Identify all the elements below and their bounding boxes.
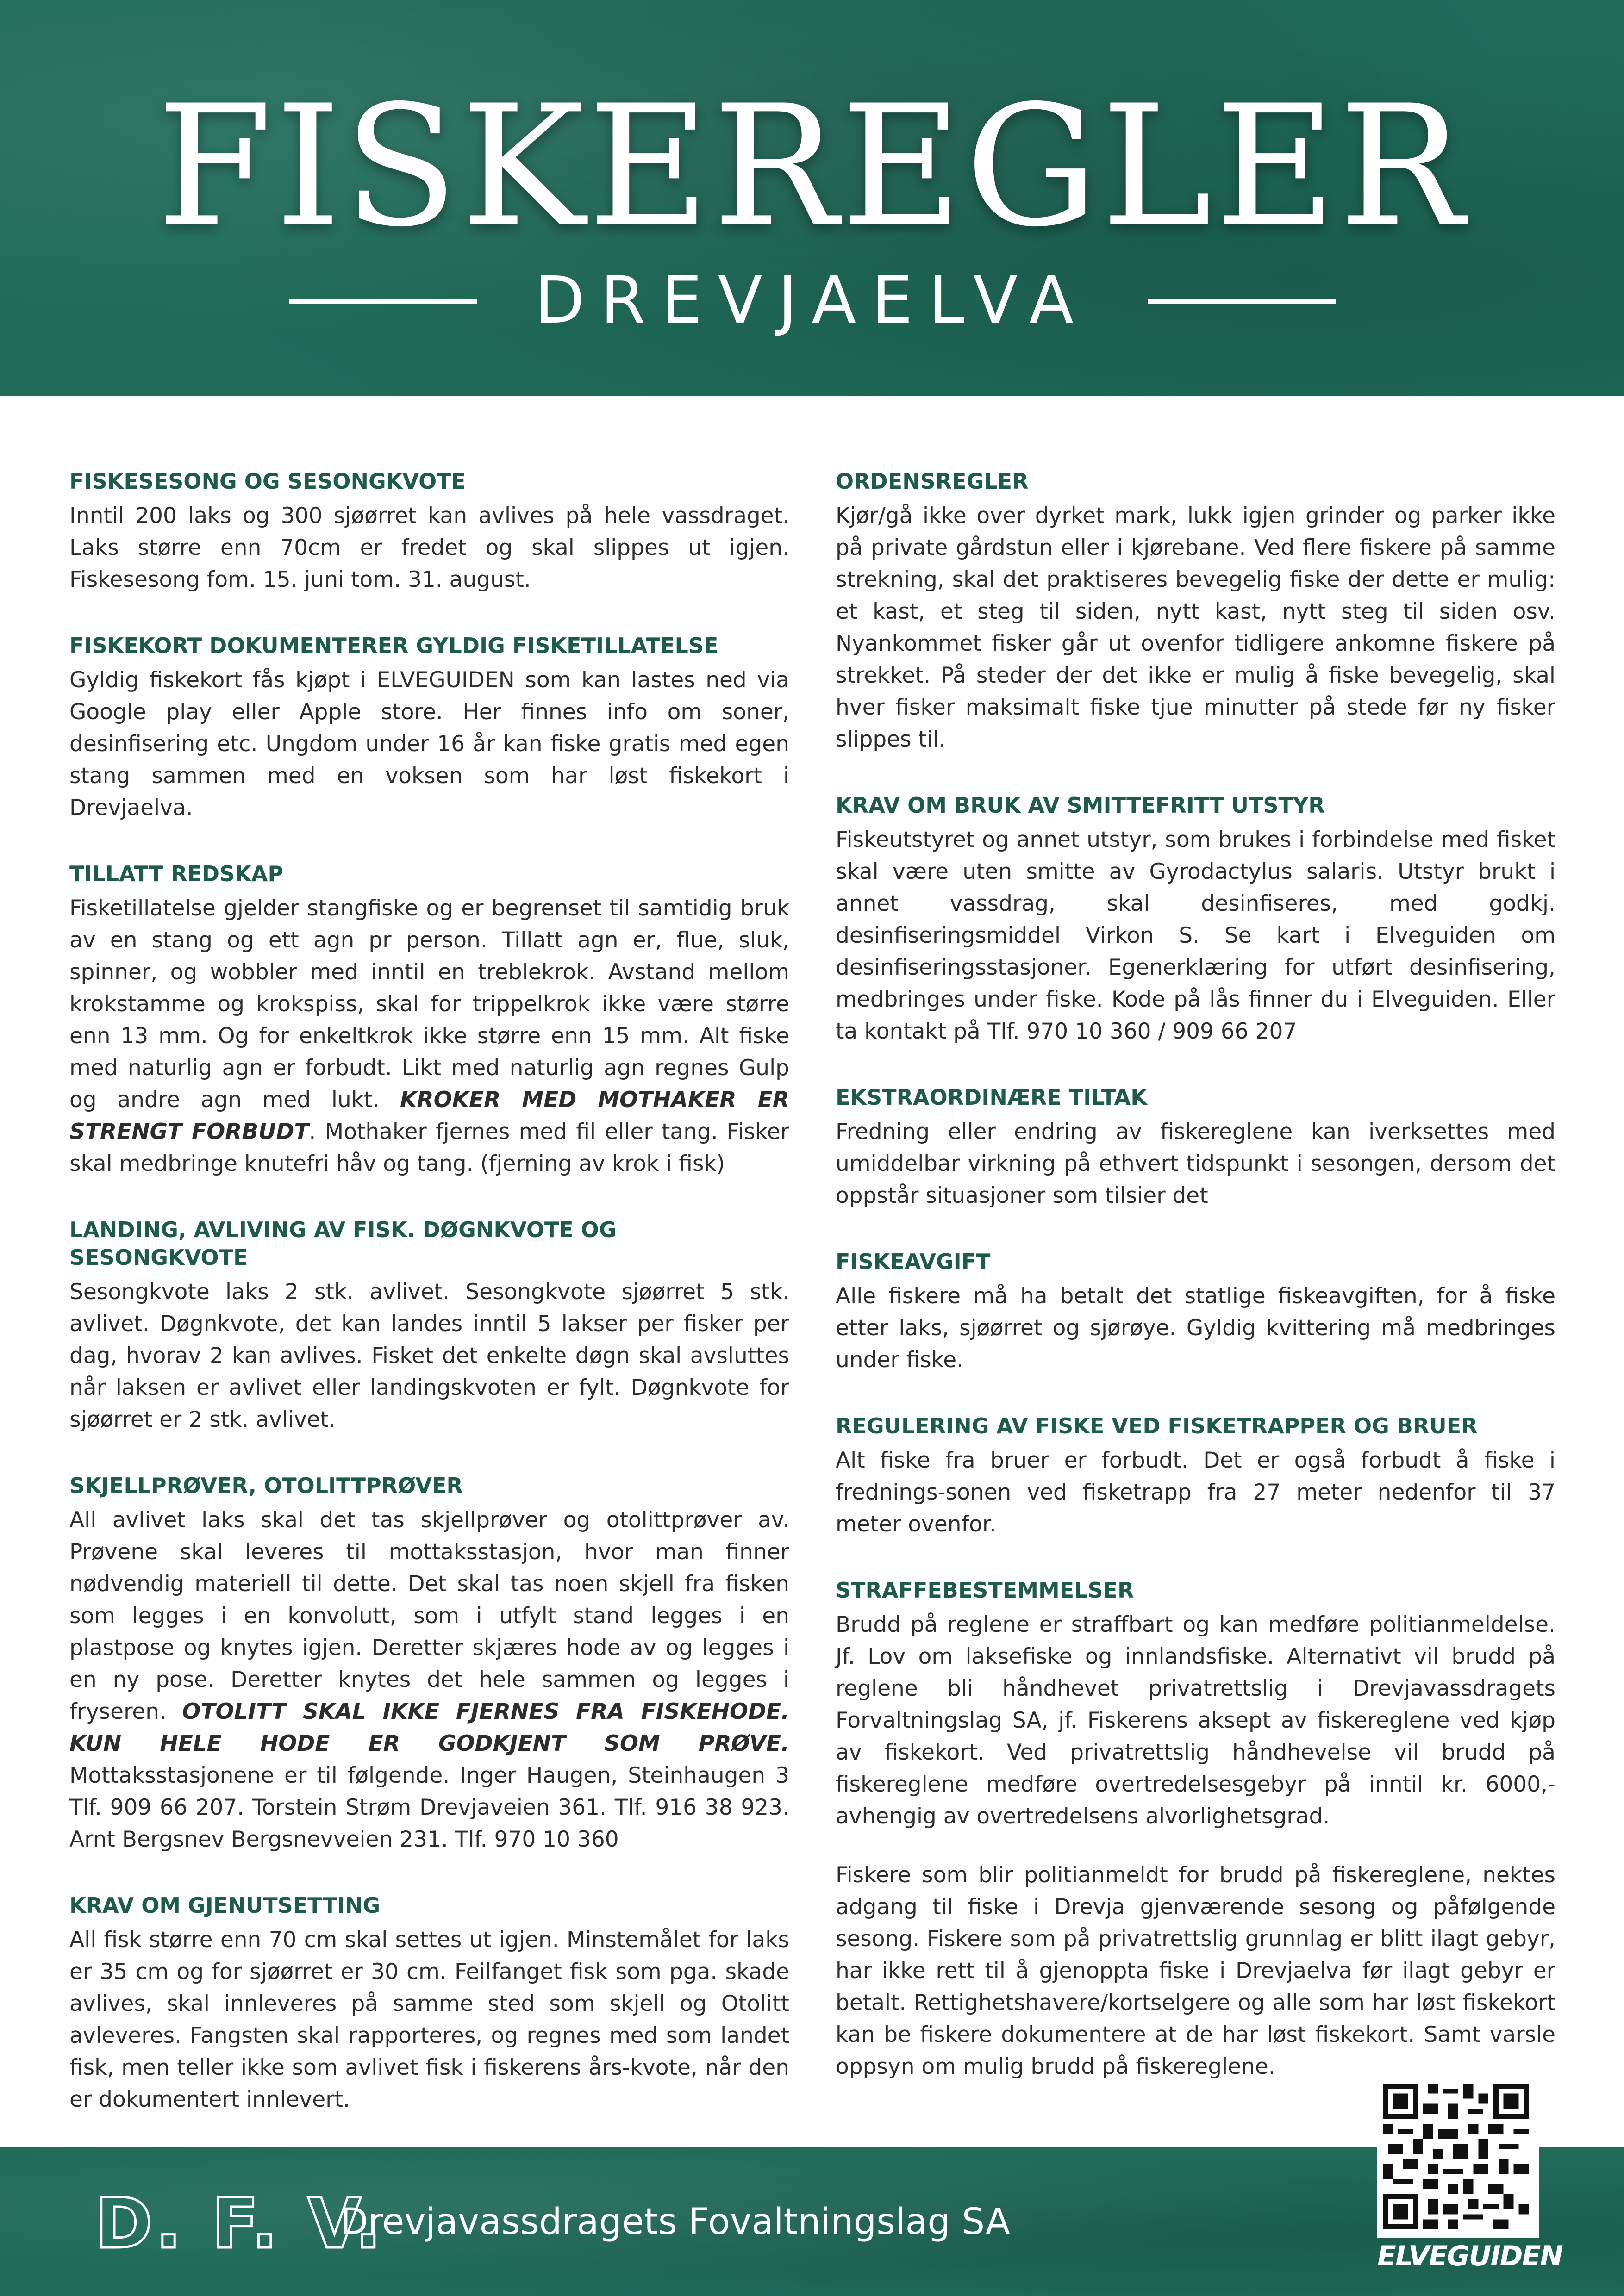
dfv-logo: D. F. V. xyxy=(95,2184,385,2264)
section-title: FISKEKORT DOKUMENTERER GYLDIG FISKETILLATELSE xyxy=(69,633,718,658)
section-text-part: Mottaksstasjonene er til følgende. Inger Haugen, Steinhaugen 3 Tlf. 909 66 207. Torstein Strøm Drevjaveien 361. Tlf. 916 38 923. Arnt Bergsnev Bergsnevveien 231. Tlf. 970 10 360 xyxy=(69,1763,789,1852)
rule-section xyxy=(69,1216,789,1436)
section-title: ORDENSREGLER xyxy=(836,469,1029,494)
rule-section xyxy=(836,1248,1555,1376)
rule-section xyxy=(69,860,789,1180)
section-text-part: All avlivet laks skal det tas skjellprøver og otolittprøver av. Prøvene skal leveres til mottaksstasjon, hvor man finner nødvendig materiell til dette. Det skal tas noen skjell fra fisken som legges i en konvolutt, som i utfylt stand legges i en plastpose og knytes igjen. Deretter skjæres hode av og legges i en ny pose. Deretter knytes det hele sammen og legges i fryseren. xyxy=(69,1507,789,1724)
section-text xyxy=(69,664,789,824)
rule-section xyxy=(69,1892,789,2116)
section-title: FISKESESONG OG SESONGKVOTE xyxy=(69,469,466,494)
section-text-part: Brudd på reglene er straffbart og kan medføre politianmeldelse. Jf. Lov om laksefiske og innlandsfiske. Alternativt vil brudd på reglene bli håndhevet privatrettslig i Drevjavassdragets Forvaltningslag SA, jf. Fiskerens aksept av fiskereglene ved kjøp av fiskekort. Ved privatrettslig håndhevelse vil brudd på fiskereglene medføre overtredelsesgebyr på inntil kr. 6000,- avhengig av overtredelsens alvorlighetsgrad. xyxy=(836,1612,1555,1829)
page-subtitle: DREVJAELVA xyxy=(535,263,1089,338)
section-title: LANDING, AVLIVING AV FISK. DØGNKVOTE OG SESONGKVOTE xyxy=(69,1217,617,1270)
section-text-part: Alt fiske fra bruer er forbudt. Det er også forbudt å fiske i frednings-sonen ved fisketrapp fra 27 meter nedenfor til 37 meter ovenfor. xyxy=(836,1448,1555,1537)
section-text xyxy=(836,1609,1555,1832)
subtitle-rule-right xyxy=(1148,299,1336,304)
rule-section xyxy=(836,1576,1555,2083)
section-title: STRAFFEBESTEMMELSER xyxy=(836,1578,1134,1603)
section-text xyxy=(69,1504,789,1855)
section-text-part: Fiskere som blir politianmeldt for brudd på fiskereglene, nektes adgang til fiske i Drevja gjenværende sesong og påfølgende sesong. Fiskere som på privatrettslig grunnlag er blitt ilagt gebyr, har ikke rett til å gjenoppta fiske i Drevjaelva før ilagt gebyr er betalt. Rettighetshavere/kortselgere og alle som har løst fiskekort kan be fiskere dokumentere at de har løst fiskekort. Samt varsle oppsyn om mulig brudd på fiskereglene. xyxy=(836,1862,1555,2079)
rule-section xyxy=(69,467,789,596)
header-banner xyxy=(0,0,1624,396)
section-text xyxy=(836,824,1555,1047)
rule-section xyxy=(69,1472,789,1855)
right-column xyxy=(836,467,1555,2119)
section-text-part: Sesongkvote laks 2 stk. avlivet. Sesongkvote sjøørret 5 stk. avlivet. Døgnkvote, det kan landes inntil 5 lakser per fisker per dag, hvorav 2 kan avlives. Fisket det enkelte døgn skal avsluttes når laksen er avlivet eller landingskvoten er fylt. Døgnkvote for sjøørret er 2 stk. avlivet. xyxy=(69,1279,789,1432)
page-title: FISKEREGLER xyxy=(156,69,1468,263)
subtitle-row xyxy=(0,263,1624,338)
section-text-part: Inntil 200 laks og 300 sjøørret kan avlives på hele vassdraget. Laks større enn 70cm er fredet og skal slippes ut igjen. Fiskesesong fom. 15. juni tom. 31. august. xyxy=(69,503,789,592)
section-text-part: Fisketillatelse gjelder stangfiske og er begrenset til samtidig bruk av en stang og ett agn pr person. Tillatt agn er, flue, sluk, spinner, og wobbler med inntil en treblekrok. Avstand mellom krokstamme og krokspiss, skal for trippelkrok ikke være større enn 13 mm. Og for enkeltkrok ikke større enn 15 mm. Alt fiske med naturlig agn er forbudt. Likt med naturlig agn regnes Gulp og andre agn med lukt. xyxy=(69,896,789,1113)
section-text xyxy=(69,1276,789,1436)
section-text xyxy=(836,500,1555,755)
section-text-part: Gyldig fiskekort fås kjøpt i ELVEGUIDEN som kan lastes ned via Google play eller Apple store. Her finnes info om soner, desinfisering etc. Ungdom under 16 år kan fiske gratis med egen stang sammen med en voksen som har løst fiskekort i Drevjaelva. xyxy=(69,667,789,821)
organization-name: Drevjavassdragets Fovaltningslag SA xyxy=(340,2201,1010,2243)
section-text-part: Kjør/gå ikke over dyrket mark, lukk igjen grinder og parker ikke på private gårdstun eller i kjørebane. Ved flere fiskere på samme strekning, skal det praktiseres bevegelig fiske der dette er mulig: et kast, et steg til siden, nytt kast, nytt steg til siden osv. Nyankommet fisker går ut ovenfor tidligere ankomne fiskere på strekket. På steder der det ikke er mulig å fiske bevegelig, skal hver fisker maksimalt fiske tjue minutter på stede før ny fisker slippes til. xyxy=(836,503,1555,752)
section-text-part: Alle fiskere må ha betalt det statlige fiskeavgiften, for å fiske etter laks, sjøørret og sjørøye. Gyldig kvittering må medbringes under fiske. xyxy=(836,1283,1555,1373)
section-text xyxy=(836,1444,1555,1540)
emphasized-warning: KROKER MED MOTHAKER ER STRENGT FORBUDT xyxy=(69,1087,789,1145)
section-text xyxy=(836,1116,1555,1212)
rule-section xyxy=(836,467,1555,755)
section-text-part: Fredning eller endring av fiskereglene kan iverksettes med umiddelbar virkning på ethvert tidspunkt i sesongen, dersom det oppstår situasjoner som tilsier det xyxy=(836,1119,1555,1208)
rule-section xyxy=(836,1412,1555,1540)
section-title: EKSTRAORDINÆRE TILTAK xyxy=(836,1085,1147,1110)
section-text-part: . Mothaker fjernes med fil eller tang. Fisker skal medbringe knutefri håv og tang. (fjerning av krok i fisk) xyxy=(69,1119,789,1176)
section-title: REGULERING AV FISKE VED FISKETRAPPER OG BRUER xyxy=(836,1413,1478,1438)
section-text xyxy=(836,1859,1555,2083)
section-title: KRAV OM GJENUTSETTING xyxy=(69,1893,381,1918)
rule-section xyxy=(69,632,789,824)
section-title: FISKEAVGIFT xyxy=(836,1249,991,1274)
qr-code-icon[interactable] xyxy=(1377,2078,1539,2238)
section-title: SKJELLPRØVER, OTOLITTPRØVER xyxy=(69,1473,463,1498)
section-text-part: All fisk større enn 70 cm skal settes ut igjen. Minstemålet for laks er 35 cm og for sjøørret er 30 cm. Feilfanget fisk som pga. skade avlives, skal innleveres på samme sted som skjell og Otolitt avleveres. Fangsten skal rapporteres, og regnes med som landet fisk, men teller ikke som avlivet fisk i fiskerens års-kvote, når den er dokumentert innlevert. xyxy=(69,1927,789,2112)
elveguiden-logo: ELVEGUIDEN xyxy=(1377,2240,1562,2272)
rule-section xyxy=(836,1083,1555,1212)
section-title: TILLATT REDSKAP xyxy=(69,861,284,886)
section-title: KRAV OM BRUK AV SMITTEFRITT UTSTYR xyxy=(836,793,1325,818)
rule-section xyxy=(836,791,1555,1047)
qr-code-graphic xyxy=(1383,2084,1529,2229)
section-text xyxy=(69,892,789,1180)
section-text xyxy=(69,1924,789,2116)
section-text xyxy=(69,500,789,596)
section-text xyxy=(836,1280,1555,1376)
emphasized-warning: OTOLITT SKAL IKKE FJERNES FRA FISKEHODE. KUN HELE HODE ER GODKJENT SOM PRØVE. xyxy=(69,1699,789,1756)
left-column xyxy=(69,467,789,2152)
section-text-part: Fiskeutstyret og annet utstyr, som brukes i forbindelse med fisket skal være uten smitte av Gyrodactylus salaris. Utstyr brukt i annet vassdrag, skal desinfiseres, med godkj. desinfiseringsmiddel Virkon S. Se kart i Elveguiden om desinfiseringsstasjoner. Egenerklæring for utført desinfisering, medbringes under fiske. Kode på lås finner du i Elveguiden. Eller ta kontakt på Tlf. 970 10 360 / 909 66 207 xyxy=(836,827,1555,1044)
